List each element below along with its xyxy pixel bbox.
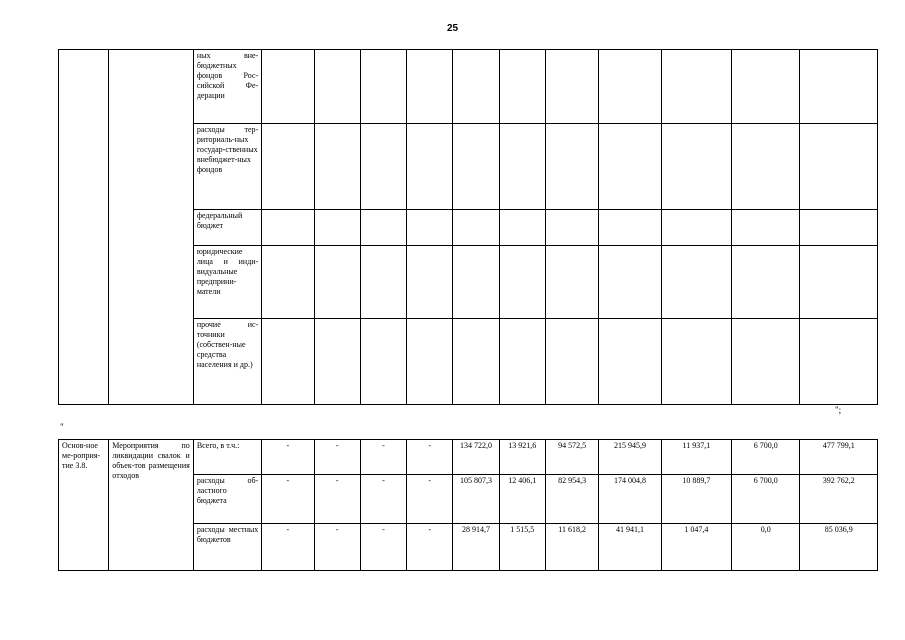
- value-cell: 477 799,1: [800, 440, 878, 475]
- value-cell: [262, 50, 314, 124]
- funding-source-cell: расходы местных бюджетов: [193, 524, 261, 571]
- value-cell: 82 954,3: [545, 475, 598, 524]
- value-cell: [453, 210, 499, 246]
- value-cell: [262, 124, 314, 210]
- value-cell: [800, 210, 878, 246]
- value-cell: [407, 50, 453, 124]
- funding-source-cell: ных вне-бюджетных фондов Рос-сийской Фе-дерации: [193, 50, 261, 124]
- value-cell: -: [360, 475, 406, 524]
- value-cell: -: [407, 524, 453, 571]
- value-cell: [599, 50, 661, 124]
- value-cell: [732, 124, 800, 210]
- value-cell: [499, 124, 545, 210]
- value-cell: [499, 246, 545, 319]
- table-row: [59, 50, 878, 124]
- value-cell: [262, 210, 314, 246]
- value-cell: [453, 319, 499, 405]
- value-cell: [360, 246, 406, 319]
- value-cell: [314, 246, 360, 319]
- value-cell: [407, 319, 453, 405]
- value-cell: [661, 319, 731, 405]
- value-cell: 41 941,1: [599, 524, 661, 571]
- value-cell: [314, 319, 360, 405]
- value-cell: [314, 50, 360, 124]
- opening-quote-mark: ": [60, 422, 64, 432]
- value-cell: [360, 210, 406, 246]
- funding-source-cell: расходы тер-риториаль-ных государ-ственных внебюджет-ных фондов: [193, 124, 261, 210]
- value-cell: [360, 50, 406, 124]
- funding-source-cell: расходы об-ластного бюджета: [193, 475, 261, 524]
- measure-code-cell: Основ-ное ме-роприя-тие 3.8.: [59, 440, 109, 571]
- value-cell: 1 047,4: [661, 524, 731, 571]
- value-cell: [545, 50, 598, 124]
- value-cell: -: [262, 440, 314, 475]
- value-cell: -: [262, 524, 314, 571]
- value-cell: [661, 50, 731, 124]
- value-cell: [545, 319, 598, 405]
- value-cell: -: [407, 475, 453, 524]
- value-cell: [800, 246, 878, 319]
- funding-source-cell: Всего, в т.ч.:: [193, 440, 261, 475]
- value-cell: 12 406,1: [499, 475, 545, 524]
- value-cell: 215 945,9: [599, 440, 661, 475]
- funding-table-continued: [58, 49, 878, 405]
- value-cell: [599, 124, 661, 210]
- value-cell: [661, 124, 731, 210]
- value-cell: [262, 319, 314, 405]
- value-cell: 105 807,3: [453, 475, 499, 524]
- funding-table-measure-3-8: [58, 439, 878, 571]
- funding-source-cell: прочие ис-точники (собствен-ные средства населения и др.): [193, 319, 261, 405]
- value-cell: [314, 124, 360, 210]
- value-cell: [661, 246, 731, 319]
- value-cell: 6 700,0: [732, 475, 800, 524]
- name-cell: [109, 50, 194, 405]
- value-cell: 28 914,7: [453, 524, 499, 571]
- value-cell: 11 937,1: [661, 440, 731, 475]
- value-cell: 10 889,7: [661, 475, 731, 524]
- value-cell: [732, 50, 800, 124]
- value-cell: [599, 319, 661, 405]
- value-cell: 13 921,6: [499, 440, 545, 475]
- value-cell: [262, 246, 314, 319]
- value-cell: [314, 210, 360, 246]
- value-cell: -: [360, 524, 406, 571]
- value-cell: [661, 210, 731, 246]
- value-cell: 174 004,8: [599, 475, 661, 524]
- value-cell: [453, 50, 499, 124]
- funding-source-cell: юридические лица и инди-видуальные предприни-матели: [193, 246, 261, 319]
- value-cell: [800, 319, 878, 405]
- value-cell: -: [314, 524, 360, 571]
- value-cell: [360, 124, 406, 210]
- value-cell: 11 618,2: [545, 524, 598, 571]
- value-cell: [800, 50, 878, 124]
- value-cell: [407, 124, 453, 210]
- value-cell: -: [360, 440, 406, 475]
- table-row: [59, 440, 878, 475]
- value-cell: [545, 124, 598, 210]
- value-cell: [407, 246, 453, 319]
- value-cell: -: [314, 440, 360, 475]
- measure-name-cell: Мероприятия по ликвидации свалок и объек-тов размещения отходов: [109, 440, 194, 571]
- value-cell: -: [314, 475, 360, 524]
- funding-source-cell: федеральный бюджет: [193, 210, 261, 246]
- value-cell: -: [407, 440, 453, 475]
- value-cell: [453, 246, 499, 319]
- value-cell: [499, 319, 545, 405]
- value-cell: [499, 50, 545, 124]
- value-cell: [732, 210, 800, 246]
- value-cell: [545, 210, 598, 246]
- value-cell: 0,0: [732, 524, 800, 571]
- value-cell: 1 515,5: [499, 524, 545, 571]
- value-cell: 6 700,0: [732, 440, 800, 475]
- value-cell: [360, 319, 406, 405]
- value-cell: 392 762,2: [800, 475, 878, 524]
- value-cell: [499, 210, 545, 246]
- page-number: 25: [446, 23, 459, 34]
- value-cell: 85 036,9: [800, 524, 878, 571]
- value-cell: [407, 210, 453, 246]
- value-cell: [599, 246, 661, 319]
- value-cell: [800, 124, 878, 210]
- value-cell: [545, 246, 598, 319]
- value-cell: -: [262, 475, 314, 524]
- closing-quote-mark: ";: [835, 405, 842, 415]
- value-cell: [453, 124, 499, 210]
- value-cell: 94 572,5: [545, 440, 598, 475]
- value-cell: [732, 319, 800, 405]
- value-cell: [599, 210, 661, 246]
- value-cell: [732, 246, 800, 319]
- value-cell: 134 722,0: [453, 440, 499, 475]
- code-cell: [59, 50, 109, 405]
